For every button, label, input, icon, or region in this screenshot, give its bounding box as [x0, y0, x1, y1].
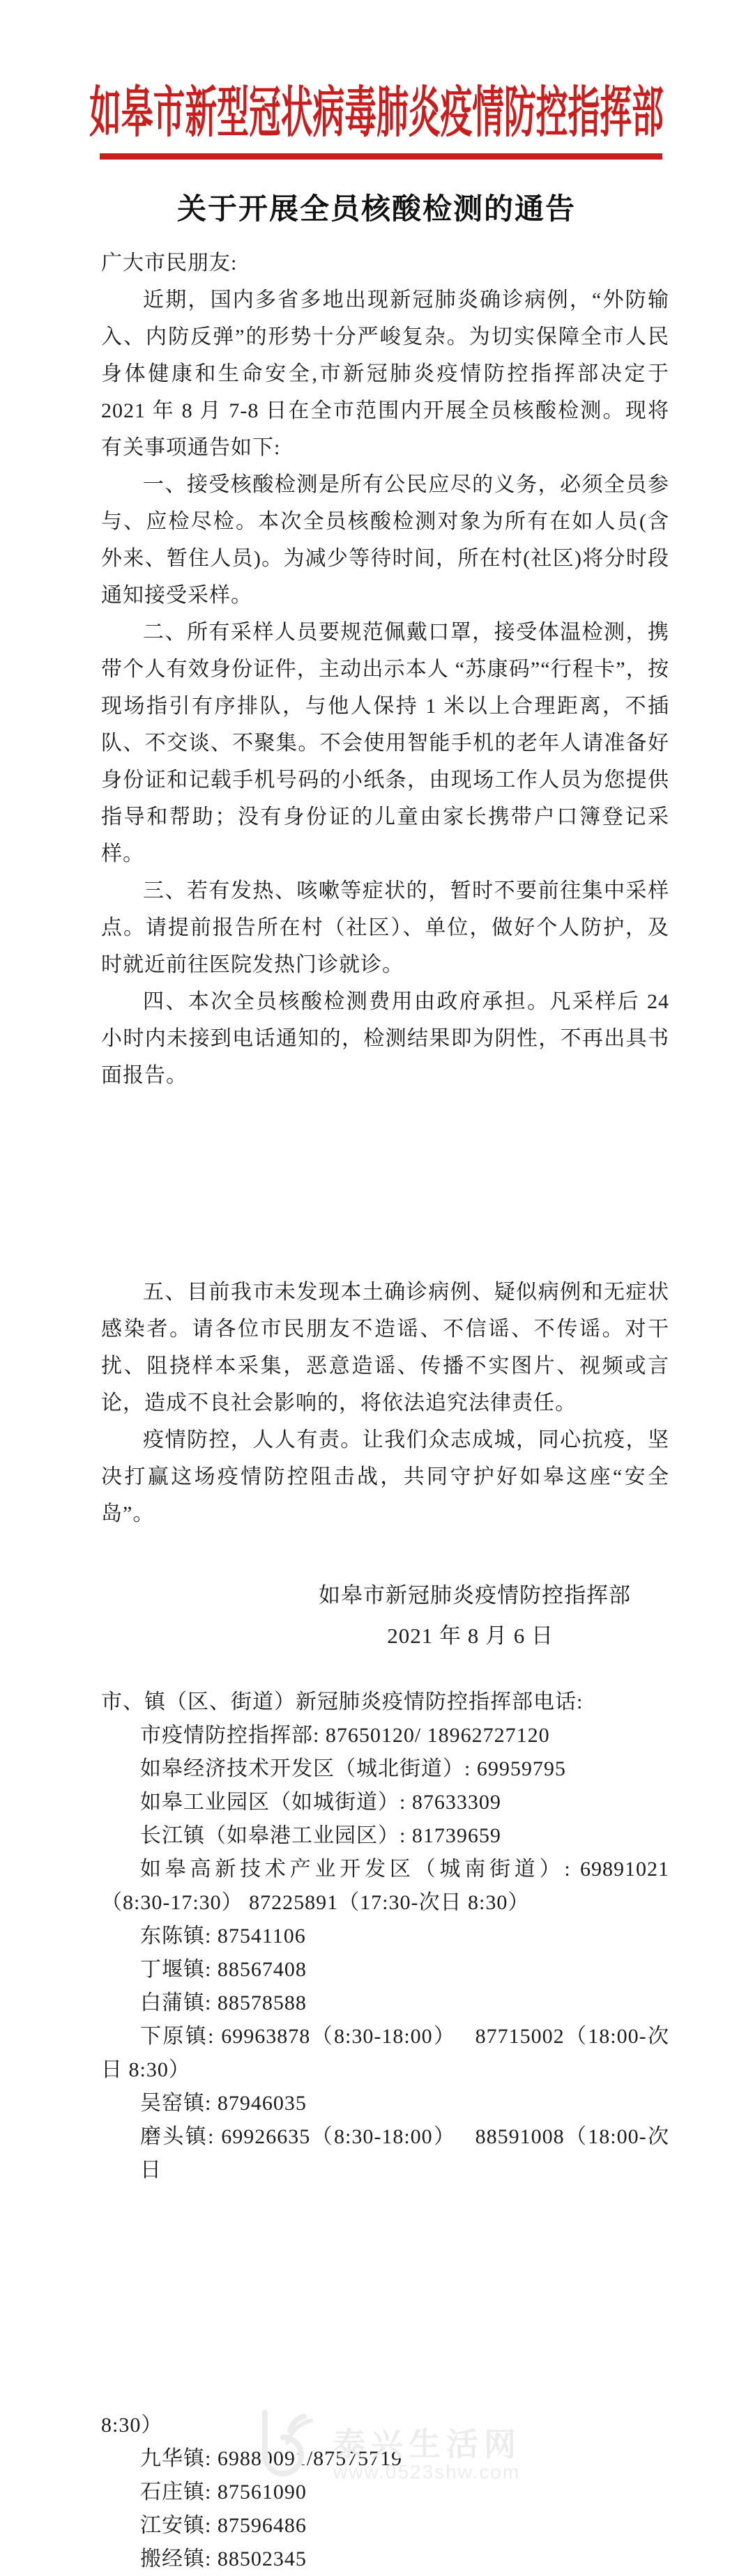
paragraph: 五、目前我市未发现本土确诊病例、疑似病例和无症状感染者。请各位市民朋友不造谣、不信谣、不传谣。对干扰、阻挠样本采集，恶意造谣、传播不实图片、视频或言论，造成不良社会影响的，将依法追究法律责任。 [101, 1281, 669, 1414]
header-org-title: 如皋市新型冠状病毒肺炎疫情防控指挥部 [89, 83, 664, 144]
contact-line: 搬经镇: 88502345 [140, 2547, 307, 2570]
watermark-site-url: www.0523shw.com [333, 2461, 521, 2483]
signature-org: 如皋市新冠肺炎疫情防控指挥部 [319, 1583, 631, 1607]
contact-line: 如皋高新技术产业开发区（城南街道）: 69891021 [140, 1858, 669, 1881]
header-banner [0, 67, 753, 148]
doc-title: 关于开展全员核酸检测的通告 [176, 194, 576, 226]
contact-line: 日 8:30） [101, 2058, 190, 2081]
watermark-logo [244, 2407, 328, 2490]
paragraph: 四、本次全员核酸检测费用由政府承担。凡采样后 24 小时内未接到电话通知的，检测结果即为阴性，不再出具书面报告。 [101, 990, 669, 1087]
contact-line: 石庄镇: 87561090 [140, 2481, 307, 2504]
contact-line: 如皋经济技术开发区（城北街道）: 69959795 [140, 1757, 566, 1780]
contact-line: 8:30） [101, 2414, 163, 2437]
notice-page [0, 67, 753, 2570]
contact-line: 长江镇（如皋港工业园区）: 81739659 [140, 1824, 501, 1847]
contact-line: 东陈镇: 87541106 [140, 1925, 306, 1948]
contact-line: 市疫情防控指挥部: 87650120/ 18962727120 [140, 1724, 550, 1747]
header-divider [100, 153, 662, 160]
contact-line: 吴窑镇: 87946035 [140, 2092, 307, 2115]
paragraph: 疫情防控，人人有责。让我们众志成城，同心抗疫，坚决打赢这场疫情防控阻击战，共同守护好如皋这座“安全岛”。 [101, 1428, 669, 1525]
paragraph: 二、所有采样人员要规范佩戴口罩，接受体温检测，携带个人有效身份证件，主动出示本人 “苏康码”“行程卡”，按现场指引有序排队，与他人保持 1 米以上合理距离，不插队、不交谈、不聚集。不会使用智能手机的老年人请准备好身份证和记载手机号码的小纸条，由现场工作人员为您提供指导和帮助；没有身份证的儿童由家长携带户口簿登记采样。 [101, 621, 669, 865]
paragraph: 一、接受核酸检测是所有公民应尽的义务，必须全员参与、应检尽检。本次全员核酸检测对象为所有在如人员(含外来、暂住人员)。为减少等待时间，所在村(社区)将分时段通知接受采样。 [101, 473, 669, 607]
paragraph: 三、若有发热、咳嗽等症状的，暂时不要前往集中采样点。请提前报告所在村（社区）、单位，做好个人防护，及时就近前往医院发热门诊就诊。 [101, 879, 669, 976]
signature-date: 2021 年 8 月 6 日 [387, 1624, 554, 1648]
paragraph: 广大市民朋友: [101, 252, 238, 275]
contacts-heading: 市、镇（区、街道）新冠肺炎疫情防控指挥部电话: [101, 1690, 584, 1713]
paragraph: 近期，国内多省多地出现新冠肺炎确诊病例，“外防输入、内防反弹”的形势十分严峻复杂。为切实保障全市人民身体健康和生命安全,市新冠肺炎疫情防控指挥部决定于 2021 年 8 月 7-8 日在全市范围内开展全员核酸检测。现将有关事项通告如下: [101, 288, 669, 459]
contact-line: （8:30-17:30） 87225891（17:30-次日 8:30） [101, 1891, 530, 1914]
contact-line: 江安镇: 87596486 [140, 2514, 307, 2537]
contact-line: 如皋工业园区（如城街道）: 87633309 [140, 1791, 501, 1814]
paragraph-list [101, 245, 669, 1532]
contact-line: 磨头镇: 69926635（8:30-18:00） 88591008（18:00-次日 [140, 2125, 669, 2182]
contact-line: 丁堰镇: 88567408 [140, 1958, 307, 1981]
signature-block [101, 1575, 669, 1656]
contact-line: 下原镇: 69963878（8:30-18:00） 87715002（18:00-次 [140, 2025, 669, 2048]
watermark [244, 2407, 537, 2490]
contact-line: 白蒲镇: 88578588 [140, 1991, 307, 2014]
contact-line: 九华镇: 69880091/87575719 [140, 2447, 403, 2470]
watermark-site-name: 泰兴生活网 [333, 2426, 522, 2462]
